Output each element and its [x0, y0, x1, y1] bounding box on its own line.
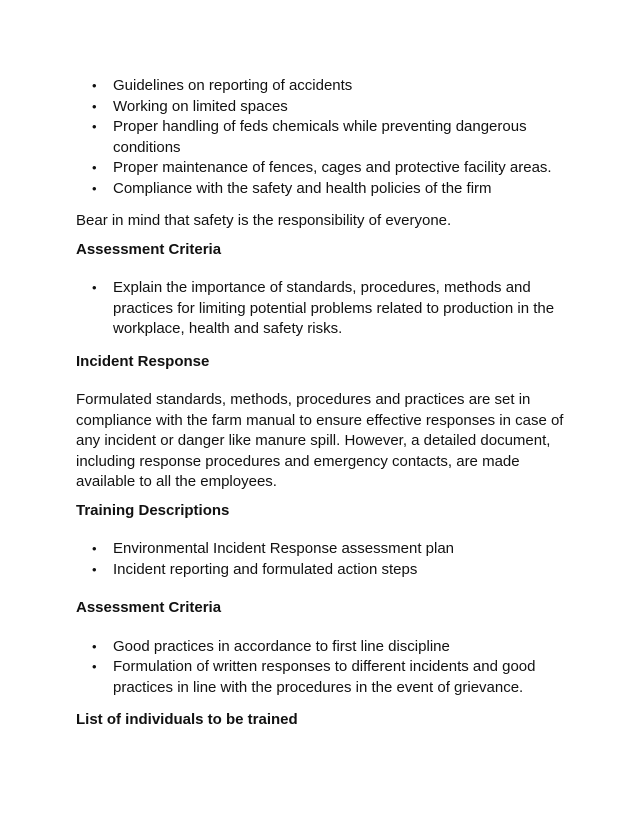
bullet-icon: •	[92, 160, 97, 175]
list-item: • Proper maintenance of fences, cages and protective facility areas.	[76, 158, 568, 179]
training-heading: Training Descriptions	[76, 501, 230, 519]
list-item: • Explain the importance of standards, procedures, methods and practices for limiting potential problems related to production in the workplace, health and safety risks.	[92, 279, 555, 337]
list-item: • Compliance with the safety and health policies of the firm	[76, 179, 568, 200]
list-item: • Guidelines on reporting of accidents	[76, 76, 568, 97]
list-item: • Working on limited spaces	[76, 97, 568, 118]
list-item: • Proper handling of feds chemicals while preventing dangerous conditions	[92, 118, 527, 156]
list-item: • Good practices in accordance to first line discipline	[76, 637, 568, 658]
bullet-icon: •	[92, 638, 97, 654]
assessment-list-2	[76, 637, 568, 699]
list-heading: List of individuals to be trained	[76, 711, 298, 728]
assessment-heading-2: Assessment Criteria	[76, 599, 222, 616]
list-item: • Environmental Incident Response assessment plan	[76, 539, 568, 560]
bullet-icon: •	[92, 659, 97, 674]
bullet-icon: •	[92, 561, 97, 577]
safety-note: Bear in mind that safety is the responsibility of everyone.	[76, 212, 452, 229]
bullet-icon: •	[92, 541, 97, 556]
training-list	[76, 539, 568, 580]
incident-paragraph: Formulated standards, methods, procedures and practices are set in compliance with the farm manual to ensure effective responses in case of any incident or danger like manure spill. However, a detailed document, including response procedures and emergency contacts, are made available to all the employees.	[76, 391, 564, 490]
incident-heading: Incident Response	[76, 352, 210, 370]
bullet-icon: •	[92, 78, 97, 93]
bullet-icon: •	[92, 180, 97, 196]
list-item: • Formulation of written responses to different incidents and good practices in line with the procedures in the event of grievance.	[92, 658, 536, 696]
list-item: • Incident reporting and formulated action steps	[76, 560, 568, 581]
assessment-heading-1: Assessment Criteria	[76, 240, 222, 258]
bullet-icon: •	[92, 98, 97, 114]
bullet-icon: •	[92, 280, 97, 295]
bullet-icon: •	[92, 119, 97, 134]
assessment-list-1	[76, 278, 568, 340]
top-bullet-list	[76, 76, 568, 199]
